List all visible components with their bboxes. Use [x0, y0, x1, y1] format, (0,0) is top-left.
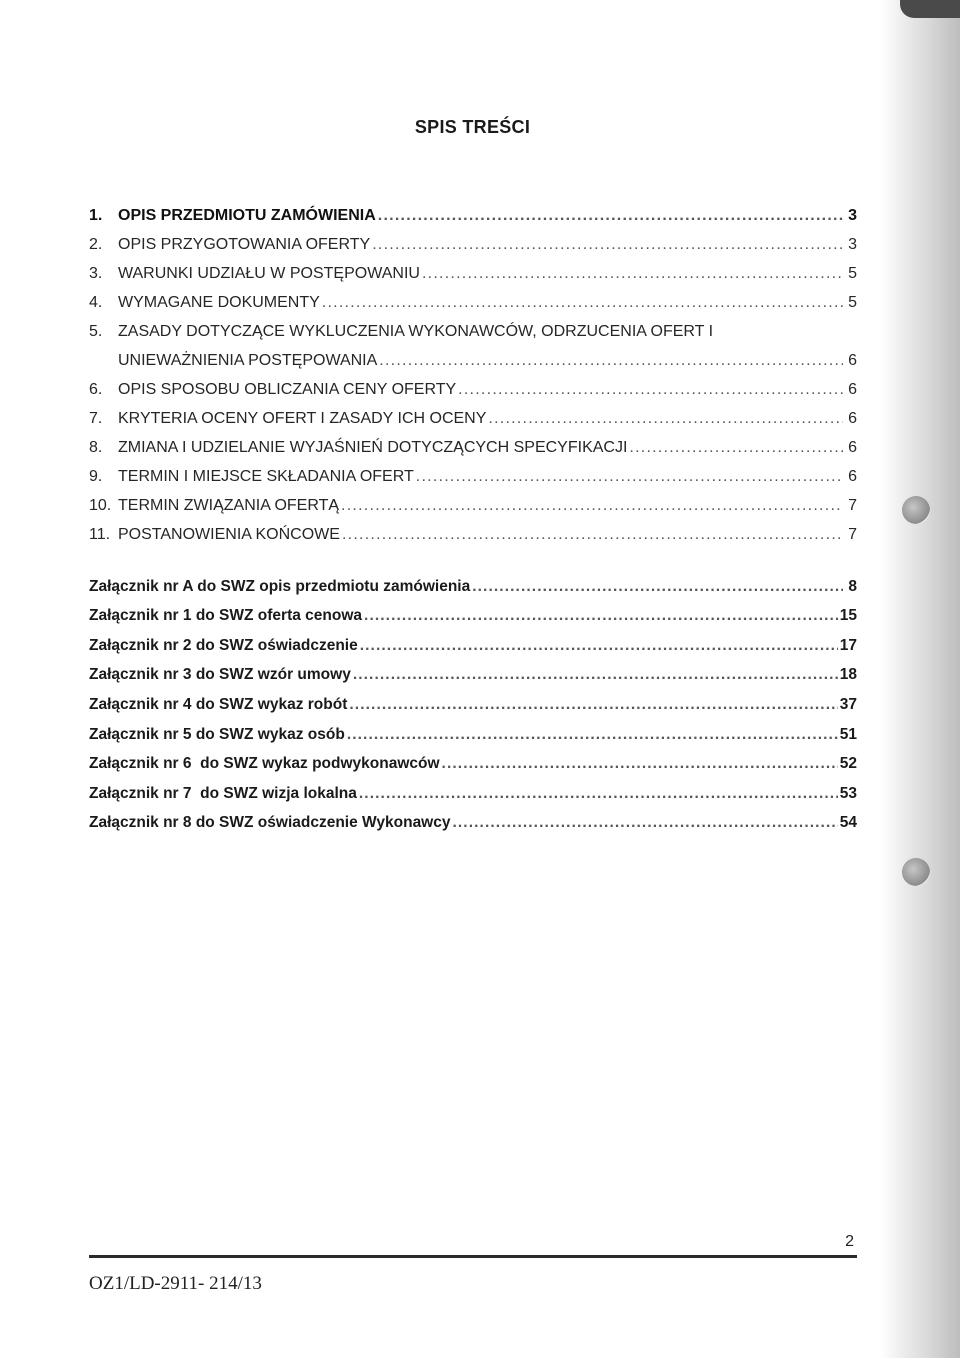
- dot-leader: [341, 497, 843, 515]
- toc-page-number: 52: [839, 755, 857, 773]
- dot-leader: [372, 236, 843, 254]
- toc-section-number: 4.: [89, 294, 103, 311]
- toc-section-title: TERMIN I MIEJSCE SKŁADANIA OFERT: [118, 468, 414, 485]
- toc-attachment-7[interactable]: [89, 773, 857, 803]
- toc-page-number: 54: [839, 814, 857, 832]
- toc-page-number: 6: [848, 381, 857, 398]
- toc-section-9[interactable]: [89, 457, 857, 486]
- toc-title: SPIS TREŚCI: [414, 117, 531, 137]
- toc-section-5[interactable]: [89, 312, 857, 341]
- table-of-contents: [89, 196, 857, 832]
- dot-leader: [353, 666, 838, 684]
- toc-attachment-title: Załącznik nr 8 do SWZ oświadczenie Wykonawcy: [89, 814, 451, 832]
- dot-leader: [322, 294, 843, 312]
- dot-leader: [342, 526, 843, 544]
- toc-page-number: 5: [848, 265, 857, 282]
- toc-section-number: 1.: [89, 207, 103, 224]
- dot-leader: [360, 637, 838, 655]
- toc-page-number: 37: [839, 695, 857, 713]
- page-number: 2: [845, 1233, 854, 1250]
- toc-page-number: 18: [839, 666, 857, 684]
- toc-attachment-a[interactable]: [89, 566, 857, 596]
- toc-attachment-6[interactable]: [89, 744, 857, 774]
- toc-section-title: OPIS PRZEDMIOTU ZAMÓWIENIA: [118, 207, 376, 224]
- toc-page-number: 3: [848, 207, 857, 224]
- toc-attachment-1[interactable]: [89, 596, 857, 626]
- toc-section-6[interactable]: [89, 370, 857, 399]
- toc-section-title: KRYTERIA OCENY OFERT I ZASADY ICH OCENY: [118, 410, 487, 427]
- toc-section-3[interactable]: [89, 254, 857, 283]
- scan-edge-shadow: [880, 0, 960, 1358]
- dot-leader: [416, 468, 843, 486]
- toc-section-title: WARUNKI UDZIAŁU W POSTĘPOWANIU: [118, 265, 420, 282]
- toc-attachment-title: Załącznik nr 7 do SWZ wizja lokalna: [89, 784, 357, 802]
- dot-leader: [379, 352, 843, 370]
- dot-leader: [359, 785, 838, 803]
- toc-section-title: POSTANOWIENIA KOŃCOWE: [118, 526, 340, 543]
- toc-attachment-3[interactable]: [89, 655, 857, 685]
- toc-section-number: 6.: [89, 381, 103, 398]
- toc-section-1[interactable]: [89, 196, 857, 225]
- toc-page-number: 7: [848, 497, 857, 514]
- toc-section-number: 11.: [89, 526, 111, 543]
- toc-attachment-title: Załącznik nr 4 do SWZ wykaz robót: [89, 695, 348, 713]
- dot-leader: [452, 814, 837, 832]
- toc-section-number: 8.: [89, 439, 103, 456]
- dot-leader: [347, 726, 838, 744]
- toc-section-7[interactable]: [89, 399, 857, 428]
- toc-page-number: 3: [848, 236, 857, 253]
- toc-page-number: 6: [848, 439, 857, 456]
- dot-leader: [364, 607, 838, 625]
- toc-attachment-4[interactable]: [89, 684, 857, 714]
- toc-section-number: 5.: [89, 323, 103, 340]
- punch-hole-lower: [902, 858, 930, 886]
- toc-section-number: 7.: [89, 410, 103, 427]
- toc-section-title: WYMAGANE DOKUMENTY: [118, 294, 320, 311]
- toc-section-title: ZMIANA I UDZIELANIE WYJAŚNIEŃ DOTYCZĄCYCH SPECYFIKACJI: [118, 439, 628, 456]
- toc-page-number: 5: [848, 294, 857, 311]
- dot-leader: [458, 381, 843, 399]
- footer-divider: [89, 1255, 857, 1258]
- toc-section-4[interactable]: [89, 283, 857, 312]
- toc-attachment-title: Załącznik nr 3 do SWZ wzór umowy: [89, 666, 351, 684]
- toc-section-2[interactable]: [89, 225, 857, 254]
- toc-attachment-title: Załącznik nr 2 do SWZ oświadczenie: [89, 636, 358, 654]
- toc-section-title: ZASADY DOTYCZĄCE WYKLUCZENIA WYKONAWCÓW, ODRZUCENIA OFERT I: [118, 323, 714, 340]
- punch-hole-upper: [902, 496, 930, 524]
- toc-section-11[interactable]: [89, 515, 857, 544]
- toc-page-number: 6: [848, 410, 857, 427]
- toc-page-number: 53: [839, 784, 857, 802]
- dot-leader: [629, 439, 843, 457]
- toc-attachment-title: Załącznik nr A do SWZ opis przedmiotu zamówienia: [89, 577, 471, 595]
- toc-page-number: 8: [848, 577, 857, 595]
- toc-section-title-continued: UNIEWAŻNIENIA POSTĘPOWANIA: [118, 352, 378, 369]
- toc-section-10[interactable]: [89, 486, 857, 515]
- toc-attachment-8[interactable]: [89, 803, 857, 833]
- toc-page-number: 6: [848, 352, 857, 369]
- toc-section-5-continuation[interactable]: [89, 341, 857, 370]
- dot-leader: [442, 755, 838, 773]
- toc-page-number: 15: [839, 607, 857, 625]
- scan-corner: [900, 0, 960, 18]
- toc-attachment-title: Załącznik nr 6 do SWZ wykaz podwykonawców: [89, 755, 440, 773]
- toc-section-title: OPIS SPOSOBU OBLICZANIA CENY OFERTY: [118, 381, 457, 398]
- toc-section-title: OPIS PRZYGOTOWANIA OFERTY: [118, 236, 371, 253]
- toc-section-8[interactable]: [89, 428, 857, 457]
- toc-page-number: 51: [839, 725, 857, 743]
- toc-section-title: TERMIN ZWIĄZANIA OFERTĄ: [118, 497, 340, 514]
- toc-page-number: 7: [848, 526, 857, 543]
- toc-section-number: 3.: [89, 265, 103, 282]
- toc-section-number: 2.: [89, 236, 103, 253]
- toc-attachment-title: Załącznik nr 5 do SWZ wykaz osób: [89, 725, 345, 743]
- dot-leader: [472, 578, 843, 596]
- dot-leader: [378, 207, 843, 225]
- toc-attachment-2[interactable]: [89, 625, 857, 655]
- toc-attachment-title: Załącznik nr 1 do SWZ oferta cenowa: [89, 607, 363, 625]
- toc-page-number: 17: [839, 636, 857, 654]
- toc-attachment-5[interactable]: [89, 714, 857, 744]
- dot-leader: [422, 265, 843, 283]
- toc-section-number: 10.: [89, 497, 112, 514]
- dot-leader: [349, 696, 837, 714]
- document-reference-code: OZ1/LD-2911- 214/13: [89, 1273, 262, 1294]
- toc-page-number: 6: [848, 468, 857, 485]
- toc-section-number: 9.: [89, 468, 103, 485]
- dot-leader: [488, 410, 843, 428]
